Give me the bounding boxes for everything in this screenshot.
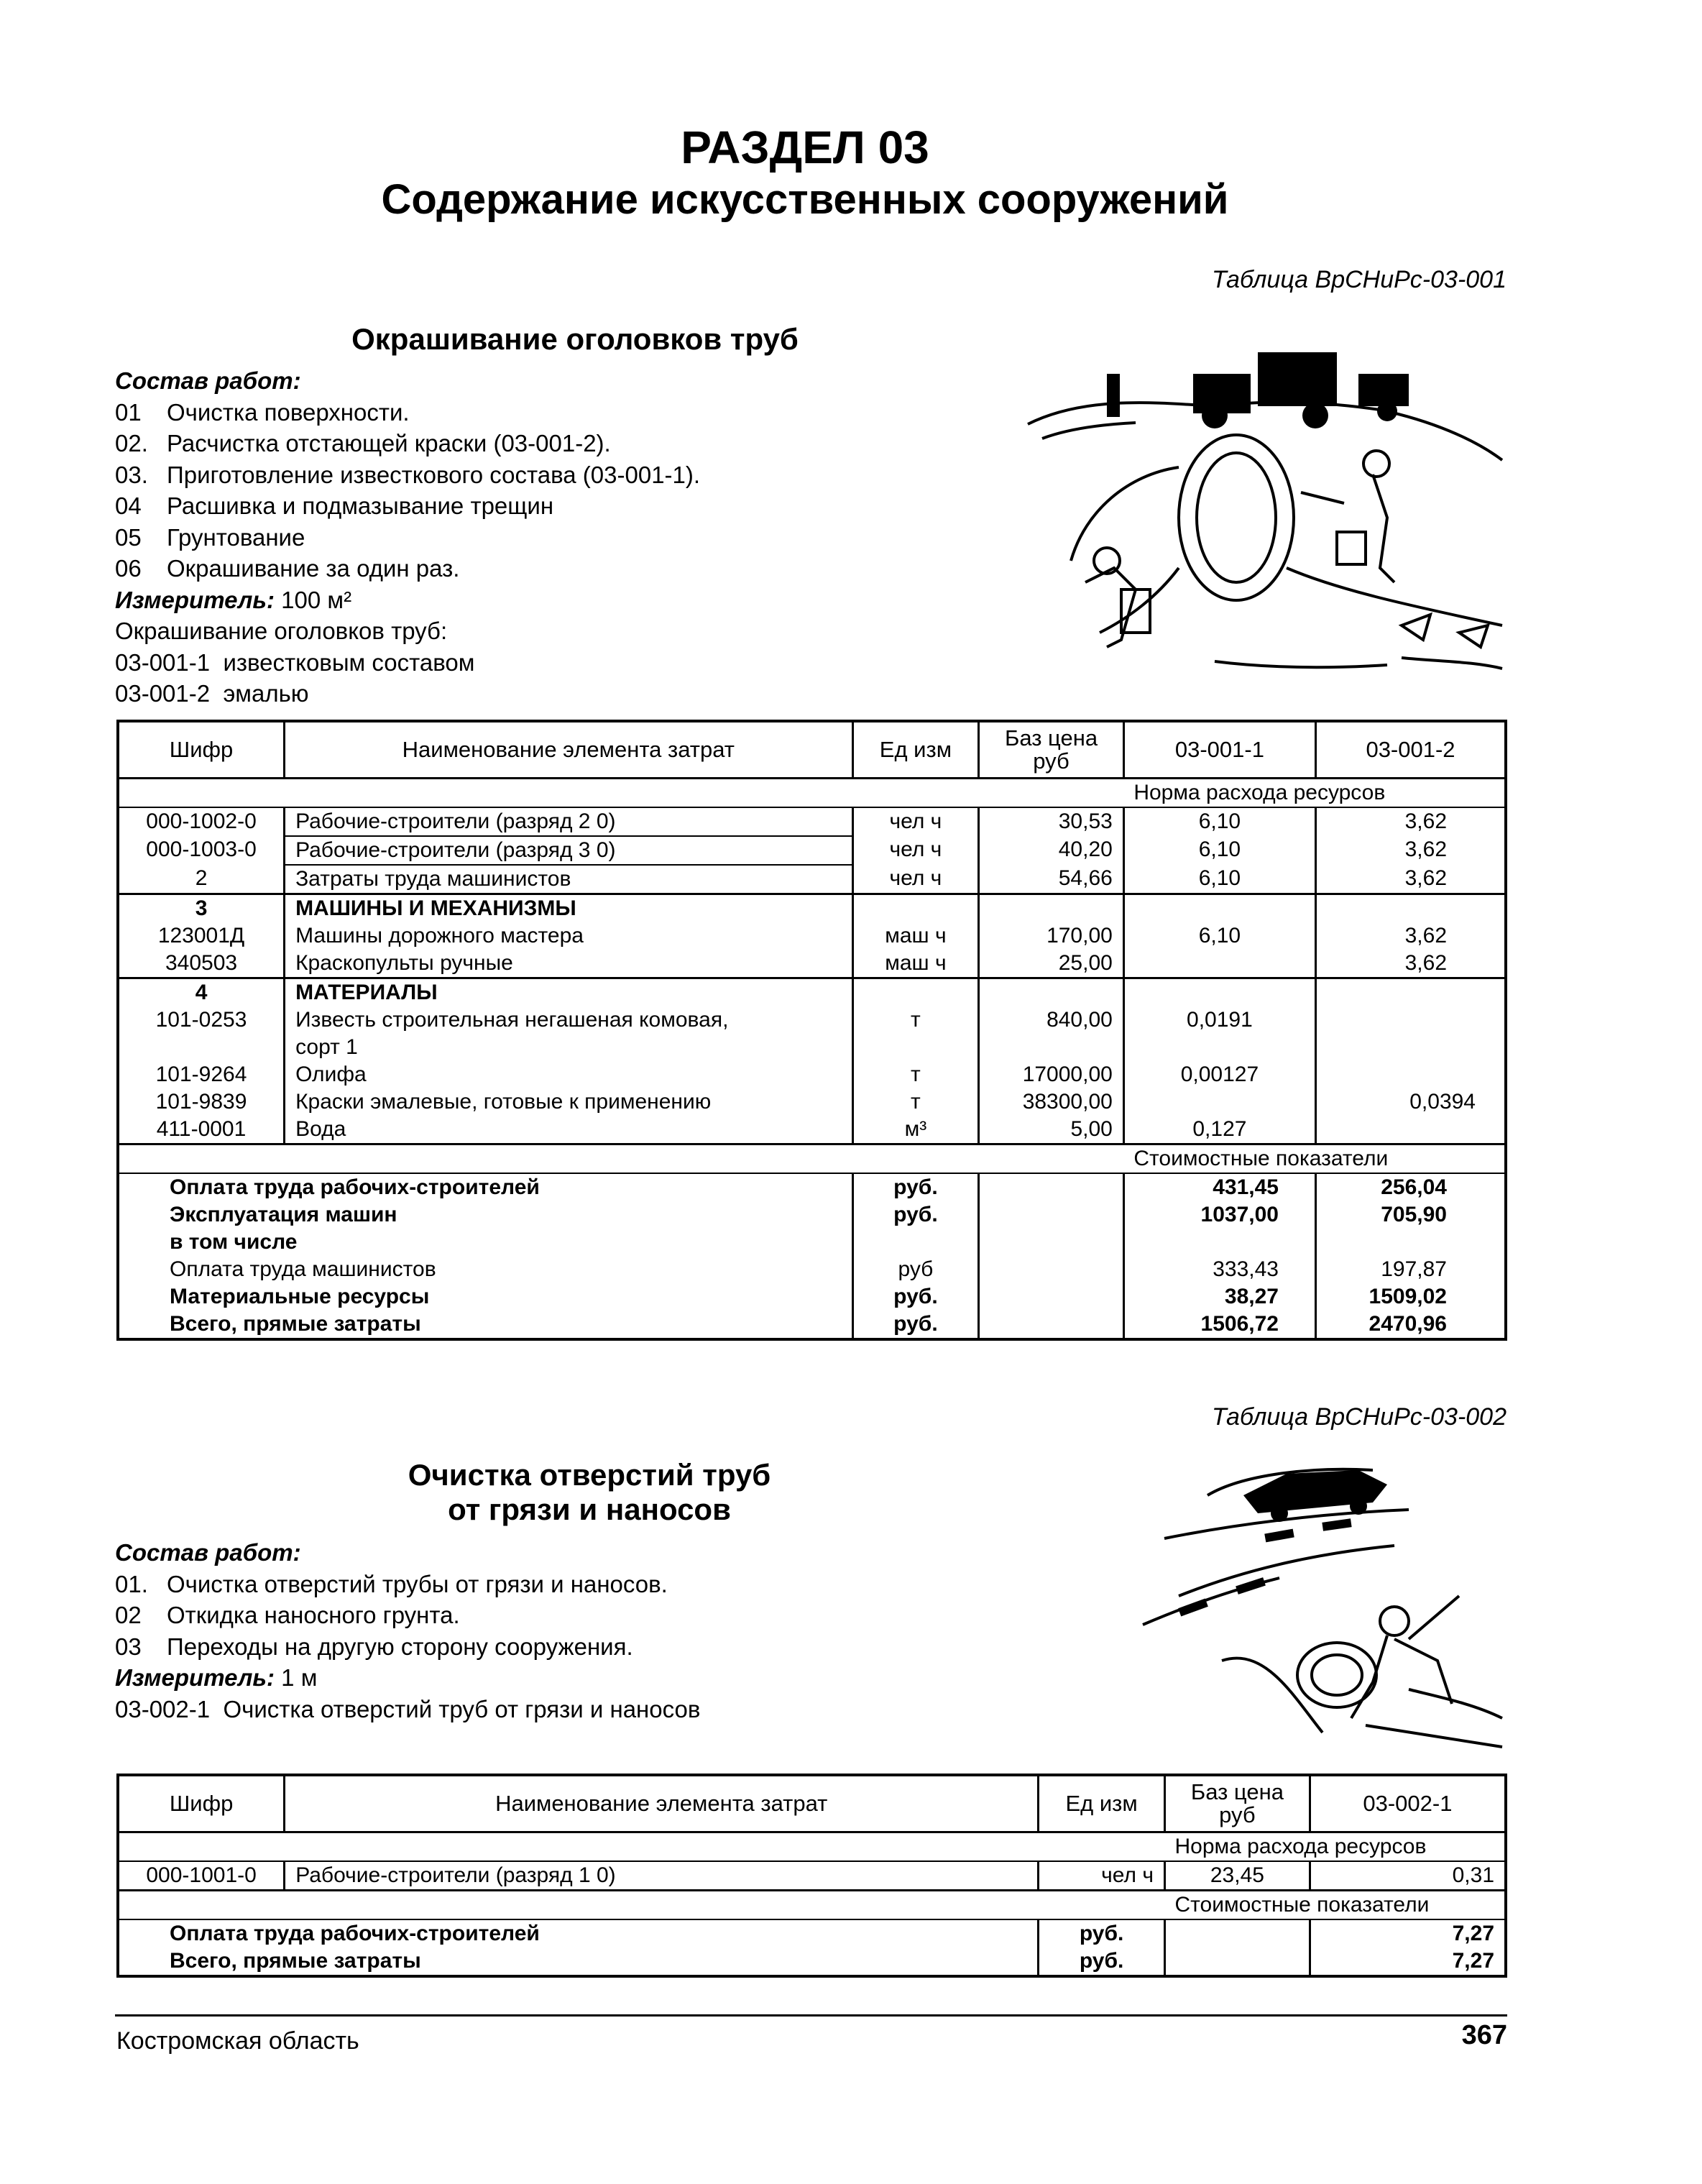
cost-row: Всего, прямые затраты руб. 1506,72 2470,96 xyxy=(118,1311,1506,1339)
table-row: 4 МАТЕРИАЛЫ xyxy=(118,978,1506,1007)
table2-title-line2: от грязи и наносов xyxy=(448,1492,731,1526)
section-subtitle: Содержание искусственных сооружений xyxy=(381,176,1229,223)
table-row: 101-0253 Известь строительная негашеная комовая, т 840,00 0,0191 xyxy=(118,1006,1506,1034)
cost-row: Эксплуатация машин руб. 1037,00 705,90 xyxy=(118,1201,1506,1229)
cost-row: Оплата труда машинистов руб 333,43 197,87 xyxy=(118,1256,1506,1283)
work-step: 05 Грунтование xyxy=(115,523,305,551)
col-header-name: Наименование элемента затрат xyxy=(285,1775,1039,1832)
resource-table-03-001 xyxy=(116,720,1507,1341)
table-row: 2 Затраты труда машинистов чел ч 54,66 6,10 3,62 xyxy=(118,865,1506,894)
table1-work-list xyxy=(115,365,700,710)
table2-title-line1: Очистка отверстий труб xyxy=(408,1458,771,1492)
table-row: 000-1002-0 Рабочие-строители (разряд 2 0) чел ч 30,53 6,10 3,62 xyxy=(118,807,1506,836)
band-row xyxy=(118,1891,1506,1920)
table-row: 123001Д Машины дорожного мастера маш ч 170,00 6,10 3,62 xyxy=(118,922,1506,950)
work-step: 03 Переходы на другую сторону сооружения. xyxy=(115,1633,633,1660)
cost-row: Оплата труда рабочих-строителей руб. 7,27 xyxy=(118,1919,1506,1947)
work-step: 01. Очистка отверстий трубы от грязи и наносов. xyxy=(115,1570,668,1597)
table-row: 000-1001-0 Рабочие-строители (разряд 1 0) чел ч 23,45 0,31 xyxy=(118,1861,1506,1891)
band-row xyxy=(118,779,1506,808)
table-header-row xyxy=(118,1775,1506,1832)
footer-rule xyxy=(115,2014,1507,2016)
table2-work-list xyxy=(115,1537,700,1725)
col-header-price: Баз цена руб xyxy=(1164,1775,1310,1832)
col-header-price: Баз цена руб xyxy=(979,721,1124,779)
table-row: 3 МАШИНЫ И МЕХАНИЗМЫ xyxy=(118,894,1506,923)
band-row xyxy=(118,1144,1506,1174)
work-step: 01 Очистка поверхности. xyxy=(115,398,410,426)
work-composition-label: Состав работ: xyxy=(115,367,301,394)
table1-reference: Таблица ВрСНиРс-03-001 xyxy=(1211,266,1506,293)
work-step: 06 Окрашивание за один раз. xyxy=(115,555,460,582)
work-step: 02. Расчистка отстающей краски (03-001-2). xyxy=(115,430,611,456)
table1-title: Окрашивание оголовков труб xyxy=(351,322,799,356)
meter-line: Измеритель: 1 м xyxy=(115,1664,318,1691)
col-header-code: Шифр xyxy=(118,721,285,779)
col-header-03-001-1: 03-001-1 xyxy=(1123,721,1315,779)
cost-row: Всего, прямые затраты руб. 7,27 xyxy=(118,1947,1506,1976)
col-header-unit: Ед изм xyxy=(852,721,979,779)
variant-line: 03-001-2 эмалью xyxy=(115,680,309,707)
table-row: 000-1003-0 Рабочие-строители (разряд 3 0) чел ч 40,20 6,10 3,62 xyxy=(118,836,1506,865)
cost-row: Материальные ресурсы руб. 38,27 1509,02 xyxy=(118,1283,1506,1311)
work-step: 04 Расшивка и подмазывание трещин xyxy=(115,492,554,519)
cost-row: в том числе xyxy=(118,1229,1506,1256)
work-step: 03. Приготовление известкового состава (03-001-1). xyxy=(115,461,701,488)
col-header-unit: Ед изм xyxy=(1039,1775,1165,1832)
col-header-name: Наименование элемента затрат xyxy=(285,721,853,779)
band-label-cost: Стоимостные показатели xyxy=(1164,1891,1506,1920)
work-step: 02 Откидка наносного грунта. xyxy=(115,1602,460,1628)
table-row: 411-0001 Вода м³ 5,00 0,127 xyxy=(118,1116,1506,1144)
band-label-norm: Норма расхода ресурсов xyxy=(1123,779,1506,808)
table-header-row xyxy=(118,721,1506,779)
pipe-cleaning-illustration xyxy=(1136,1445,1509,1754)
col-header-03-001-2: 03-001-2 xyxy=(1316,721,1506,779)
painting-workers-illustration xyxy=(999,331,1517,676)
variant-line: 03-001-1 известковым составом xyxy=(115,648,475,676)
work-composition-label: Состав работ: xyxy=(115,1539,301,1566)
table2-reference: Таблица ВрСНиРс-03-002 xyxy=(1211,1403,1506,1431)
col-header-code: Шифр xyxy=(118,1775,285,1832)
variant-line: 03-002-1 Очистка отверстий труб от грязи и наносов xyxy=(115,1695,701,1722)
table-row: 101-9839 Краски эмалевые, готовые к применению т 38300,00 0,0394 xyxy=(118,1088,1506,1116)
variants-group-label: Окрашивание оголовков труб: xyxy=(115,618,448,644)
table-row: 101-9264 Олифа т 17000,00 0,00127 xyxy=(118,1061,1506,1088)
table-row: 340503 Краскопульты ручные маш ч 25,00 3,62 xyxy=(118,950,1506,978)
section-title: РАЗДЕЛ 03 xyxy=(681,121,929,173)
table-row: сорт 1 xyxy=(118,1034,1506,1061)
band-label-cost: Стоимостные показатели xyxy=(1123,1144,1506,1174)
resource-table-03-002 xyxy=(116,1774,1507,1978)
col-header-03-002-1: 03-002-1 xyxy=(1310,1775,1506,1832)
meter-line: Измеритель: 100 м² xyxy=(115,586,352,613)
band-label-norm: Норма расхода ресурсов xyxy=(1164,1832,1506,1862)
page-number: 367 xyxy=(1461,2020,1507,2050)
band-row xyxy=(118,1832,1506,1862)
footer-region: Костромская область xyxy=(116,2027,359,2055)
cost-row: Оплата труда рабочих-строителей руб. 431,45 256,04 xyxy=(118,1173,1506,1201)
